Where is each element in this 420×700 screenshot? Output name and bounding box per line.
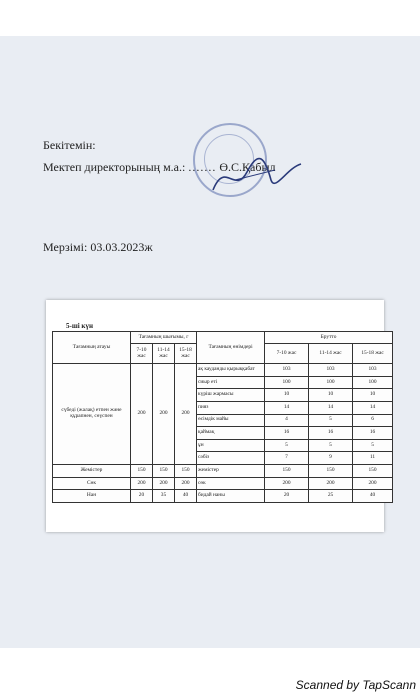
gross-value: 200	[353, 477, 393, 490]
ingredient-name: бидай наны	[197, 490, 265, 503]
gross-value: 5	[353, 439, 393, 452]
header-gross-age: 15-18 жас	[353, 344, 393, 364]
dish-name: Нан	[53, 490, 131, 503]
gross-value: 14	[309, 401, 353, 414]
day-label: 5-ші күн	[66, 322, 94, 330]
gross-value: 16	[265, 427, 309, 440]
header-ingredients: Тағамның өнімдері	[197, 332, 265, 364]
ingredient-name: күріш жармасы	[197, 389, 265, 402]
yield-value: 150	[175, 465, 197, 478]
gross-value: 6	[353, 414, 393, 427]
yield-value: 200	[153, 477, 175, 490]
yield-value: 150	[131, 465, 153, 478]
date-line: Мерзімі: 03.03.2023ж	[43, 240, 153, 254]
gross-value: 100	[353, 376, 393, 389]
table-row	[53, 477, 393, 490]
ingredient-name: ұн	[197, 439, 265, 452]
ingredient-name: қаймақ	[197, 427, 265, 440]
approval-position: Мектеп директорының м.а.:	[43, 160, 186, 174]
approval-name: Ө.С.Қабыл	[219, 160, 276, 174]
gross-value: 100	[309, 376, 353, 389]
table-row	[53, 364, 393, 377]
ingredient-name: сиыр еті	[197, 376, 265, 389]
ingredient-name: пияз	[197, 401, 265, 414]
dish-name: Жемістер	[53, 465, 131, 478]
menu-table	[52, 331, 393, 503]
gross-value: 11	[353, 452, 393, 465]
gross-value: 40	[353, 490, 393, 503]
approval-title: Бекітемін:	[43, 138, 96, 152]
signature-icon	[205, 150, 315, 200]
yield-value: 200	[131, 477, 153, 490]
main-dish-yield: 200	[153, 364, 175, 465]
header-gross-age: 11-14 жас	[309, 344, 353, 364]
header-yield-age: 11-14 жас	[153, 344, 175, 364]
gross-value: 10	[265, 389, 309, 402]
gross-value: 103	[353, 364, 393, 377]
gross-value: 200	[265, 477, 309, 490]
header-gross-age: 7-10 жас	[265, 344, 309, 364]
header-yield-age: 7-10 жас	[131, 344, 153, 364]
header-yield-group: Тағамның шығымы, г	[131, 332, 197, 344]
gross-value: 103	[265, 364, 309, 377]
gross-value: 7	[265, 452, 309, 465]
main-dish-yield: 200	[131, 364, 153, 465]
ingredient-name: сөк	[197, 477, 265, 490]
main-dish-yield: 200	[175, 364, 197, 465]
header-yield-age: 15-18 жас	[175, 344, 197, 364]
gross-value: 5	[265, 439, 309, 452]
yield-value: 200	[175, 477, 197, 490]
gross-value: 10	[353, 389, 393, 402]
gross-value: 200	[309, 477, 353, 490]
scan-bottom-margin	[0, 648, 420, 700]
yield-value: 20	[131, 490, 153, 503]
gross-value: 10	[309, 389, 353, 402]
table-row	[53, 490, 393, 503]
gross-value: 14	[265, 401, 309, 414]
gross-value: 150	[353, 465, 393, 478]
gross-value: 20	[265, 490, 309, 503]
main-dish-name: сүбеді (жалақ) етпен және құрапнен, сөүспен	[53, 364, 131, 465]
gross-value: 5	[309, 414, 353, 427]
approval-dots: .......	[188, 160, 217, 174]
gross-value: 25	[309, 490, 353, 503]
yield-value: 40	[175, 490, 197, 503]
table-row	[53, 465, 393, 478]
scan-top-margin	[0, 0, 420, 36]
yield-value: 35	[153, 490, 175, 503]
gross-value: 16	[309, 427, 353, 440]
gross-value: 150	[265, 465, 309, 478]
gross-value: 4	[265, 414, 309, 427]
ingredient-name: сәбіз	[197, 452, 265, 465]
gross-value: 16	[353, 427, 393, 440]
scanner-watermark: Scanned by TapScann	[295, 678, 416, 692]
yield-value: 150	[153, 465, 175, 478]
gross-value: 103	[309, 364, 353, 377]
gross-value: 150	[309, 465, 353, 478]
gross-value: 100	[265, 376, 309, 389]
ingredient-name: өсімдік майы	[197, 414, 265, 427]
header-gross: Брутто	[265, 332, 393, 344]
gross-value: 5	[309, 439, 353, 452]
gross-value: 14	[353, 401, 393, 414]
ingredient-name: ақ кауданды қырыққабат	[197, 364, 265, 377]
header-dish-name: Тағамның атауы	[53, 332, 131, 364]
gross-value: 9	[309, 452, 353, 465]
ingredient-name: жемістер	[197, 465, 265, 478]
dish-name: Сөк	[53, 477, 131, 490]
